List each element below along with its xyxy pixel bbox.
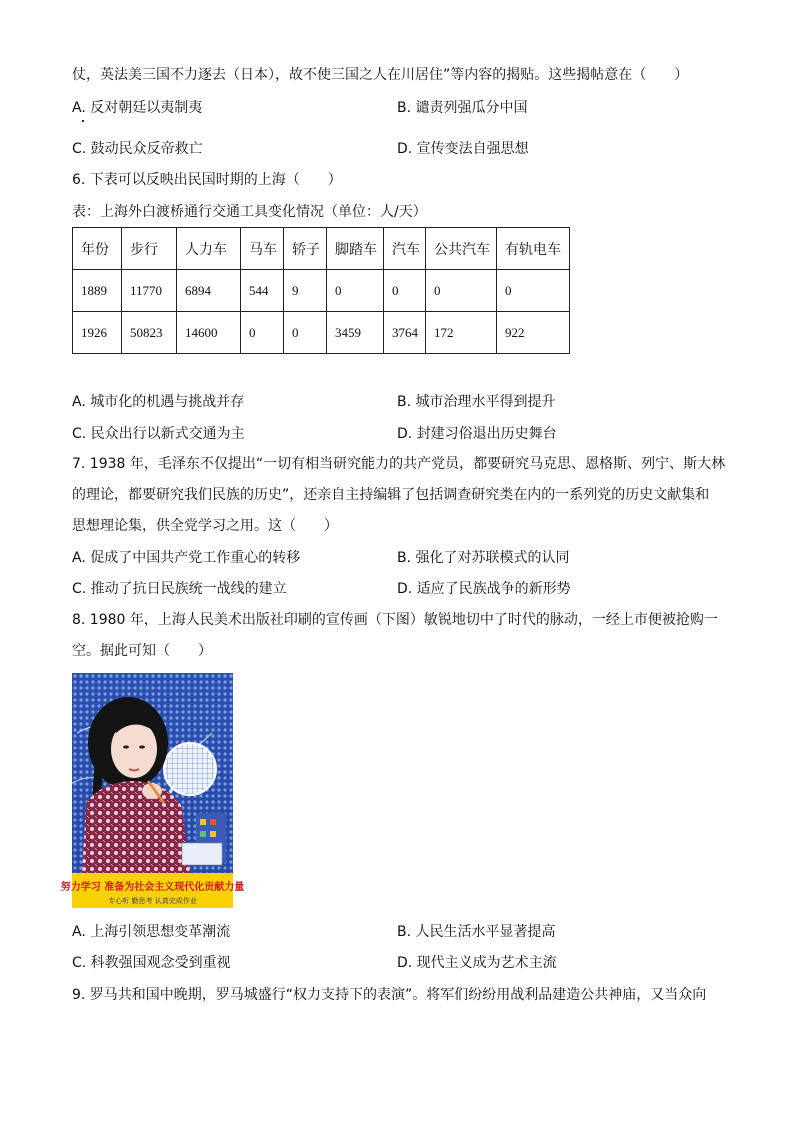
table-header-cell: 脚踏车 bbox=[327, 228, 384, 270]
q6-option-d[interactable]: D. 封建习俗退出历史舞台 bbox=[397, 426, 557, 442]
propaganda-poster-image bbox=[60, 673, 245, 908]
q7-option-c[interactable]: C. 推动了抗日民族统一战线的建立 bbox=[72, 581, 287, 597]
table-cell: 0 bbox=[497, 270, 570, 312]
q9-stem: 9. 罗马共和国中晚期，罗马城盛行“权力支持下的表演”。将军们纷纷用战利品建造公共神庙，又当众向 bbox=[72, 987, 707, 1003]
table-cell: 3459 bbox=[327, 312, 384, 354]
q8-option-b[interactable]: B. 人民生活水平显著提高 bbox=[397, 924, 556, 940]
table-cell: 3764 bbox=[384, 312, 426, 354]
q5-option-d[interactable]: D. 宣传变法自强思想 bbox=[397, 141, 529, 157]
poster-subslogan: 专心听 勤思考 认真完成作业 bbox=[108, 897, 197, 905]
q5-option-a[interactable]: A. 反对朝廷以夷制夷 bbox=[72, 100, 203, 116]
table-cell: 0 bbox=[384, 270, 426, 312]
table-row bbox=[73, 312, 570, 354]
q8-option-d[interactable]: D. 现代主义成为艺术主流 bbox=[397, 955, 557, 971]
q6-option-c[interactable]: C. 民众出行以新式交通为主 bbox=[72, 426, 245, 442]
table-cell: 1889 bbox=[73, 270, 122, 312]
q6-option-a[interactable]: A. 城市化的机遇与挑战并存 bbox=[72, 394, 245, 410]
table-cell: 0 bbox=[284, 312, 327, 354]
table-header-cell: 公共汽车 bbox=[426, 228, 497, 270]
table-cell: 50823 bbox=[122, 312, 177, 354]
q7-stem-line-1: 7. 1938 年，毛泽东不仅提出“一切有相当研究能力的共产党员，都要研究马克思、恩格斯、列宁、斯大林 bbox=[72, 456, 726, 472]
poster-slogan: 努力学习 准备为社会主义现代化贡献力量 bbox=[60, 882, 245, 893]
q8-option-c[interactable]: C. 科教强国观念受到重视 bbox=[72, 955, 231, 971]
table-cell: 1926 bbox=[73, 312, 122, 354]
table-cell: 11770 bbox=[122, 270, 177, 312]
table-header-cell: 轿子 bbox=[284, 228, 327, 270]
table-header-cell: 年份 bbox=[73, 228, 122, 270]
q8-option-a[interactable]: A. 上海引领思想变革潮流 bbox=[72, 924, 231, 940]
traffic-table bbox=[72, 227, 570, 354]
q6-stem: 6. 下表可以反映出民国时期的上海（ ） bbox=[72, 172, 342, 188]
table-cell: 9 bbox=[284, 270, 327, 312]
q7-stem-line-2: 的理论，都要研究我们民族的历史”，还亲自主持编辑了包括调查研究类在内的一系列党的历史文献集和 bbox=[72, 487, 710, 503]
table-cell: 0 bbox=[426, 270, 497, 312]
table-cell: 14600 bbox=[177, 312, 241, 354]
q8-stem-line-2: 空。据此可知（ ） bbox=[72, 643, 212, 659]
table-header-cell: 汽车 bbox=[384, 228, 426, 270]
table-cell: 0 bbox=[241, 312, 284, 354]
table-cell: 922 bbox=[497, 312, 570, 354]
table-cell: 544 bbox=[241, 270, 284, 312]
table-header-cell: 有轨电车 bbox=[497, 228, 570, 270]
table-header-cell: 马车 bbox=[241, 228, 284, 270]
table-header-row bbox=[73, 228, 570, 270]
q7-option-d[interactable]: D. 适应了民族战争的新形势 bbox=[397, 581, 571, 597]
q7-stem-line-3: 思想理论集，供全党学习之用。这（ ） bbox=[72, 518, 338, 534]
table-cell: 0 bbox=[327, 270, 384, 312]
table-cell: 172 bbox=[426, 312, 497, 354]
table-header-cell: 人力车 bbox=[177, 228, 241, 270]
table-header-cell: 步行 bbox=[122, 228, 177, 270]
table-row bbox=[73, 270, 570, 312]
stray-dot bbox=[82, 120, 84, 122]
q5-option-c[interactable]: C. 鼓动民众反帝救亡 bbox=[72, 141, 203, 157]
q8-stem-line-1: 8. 1980 年，上海人民美术出版社印刷的宣传画（下图）敏锐地切中了时代的脉动，一经上市便被抢购一 bbox=[72, 612, 718, 628]
q6-option-b[interactable]: B. 城市治理水平得到提升 bbox=[397, 394, 556, 410]
q5-stem-tail: 仗，英法美三国不力逐去（日本），故不使三国之人在川居住”等内容的揭贴。这些揭帖意在（ ） bbox=[72, 67, 689, 83]
q5-option-b[interactable]: B. 谴责列强瓜分中国 bbox=[397, 100, 528, 116]
q6-table-title: 表：上海外白渡桥通行交通工具变化情况（单位：人/天） bbox=[72, 204, 427, 220]
table-cell: 6894 bbox=[177, 270, 241, 312]
q7-option-a[interactable]: A. 促成了中国共产党工作重心的转移 bbox=[72, 550, 301, 566]
q7-option-b[interactable]: B. 强化了对苏联模式的认同 bbox=[397, 550, 570, 566]
